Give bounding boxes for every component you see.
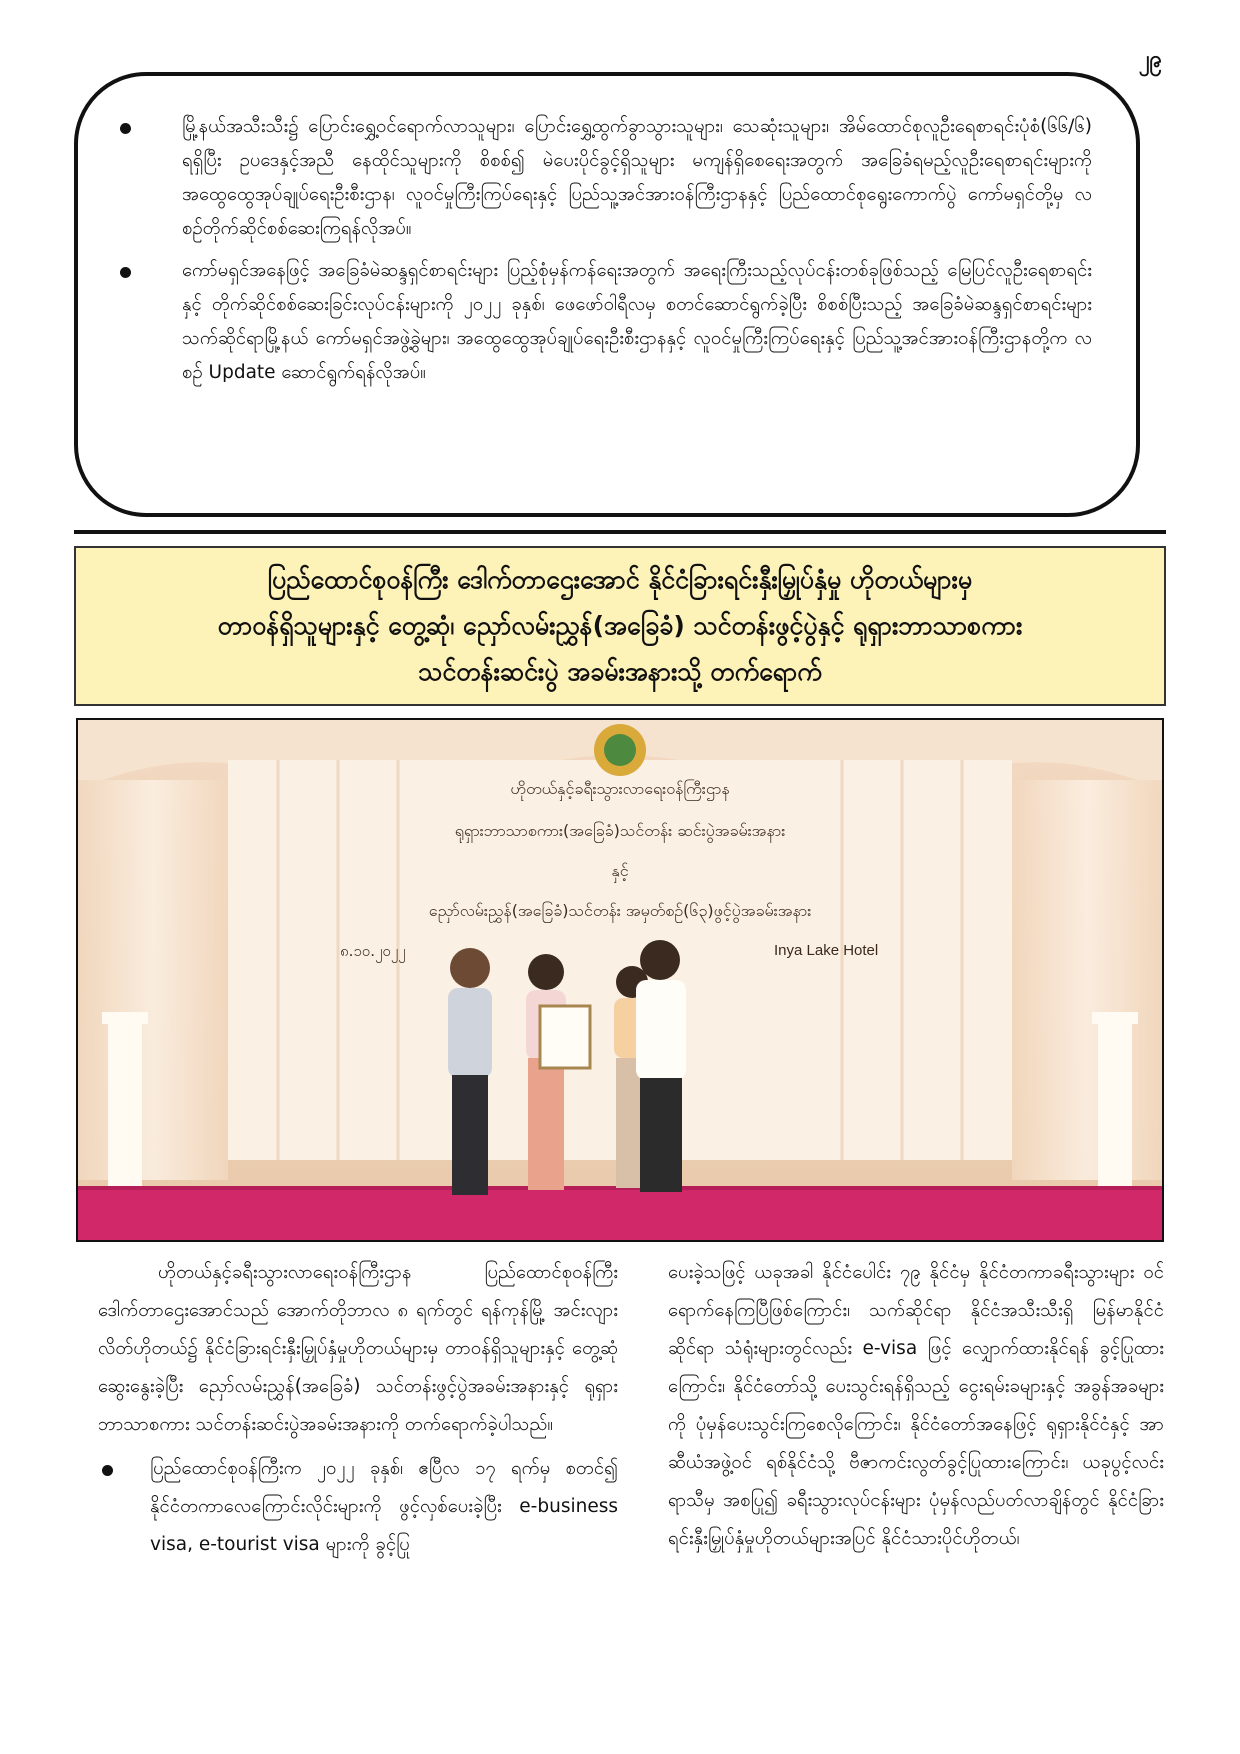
bullet-dot-icon: [120, 123, 131, 134]
article-bullet-text: ပြည်ထောင်စုဝန်ကြီးက ၂၀၂၂ ခုနှစ်၊ ဧပြီလ ၁၇ ရက်မှ စတင်၍ နိုင်ငံတကာလေကြောင်းလိုင်းများကို ဖွင့်လှစ်ပေးခဲ့ပြီး e-business visa, e-tourist visa များကို ခွင့်ပြု: [150, 1458, 618, 1555]
summary-bullet: [112, 254, 1092, 390]
section-divider: [74, 530, 1166, 534]
headline-line: သင်တန်းဆင်းပွဲ အခမ်းအနားသို့ တက်ရောက်: [418, 657, 822, 686]
article-paragraph: ဟိုတယ်နှင့်ခရီးသွားလာရေးဝန်ကြီးဌာန ပြည်ထောင်စုဝန်ကြီး ဒေါက်တာဌေးအောင်သည် အောက်တိုဘာလ ၈ ရက်တွင် ရန်ကုန်မြို့ အင်းလျားလိတ်ဟိုတယ်၌ နိုင်ငံခြားရင်းနှီးမြှုပ်နှံမှုဟိုတယ်များမှ တာဝန်ရှိသူများနှင့် တွေ့ဆုံဆွေးနွေးခဲ့ပြီး ညှော်လမ်းညွှန်(အခြေခံ) သင်တန်းဖွင့်ပွဲအခမ်းအနားနှင့် ရုရှားဘာသာစကား သင်တန်းဆင်းပွဲအခမ်းအနားကို တက်ရောက်ခဲ့ပါသည်။: [98, 1262, 618, 1435]
photo-overlay: [78, 720, 1162, 1240]
banner-line: ဟိုတယ်နှင့်ခရီးသွားလာရေးဝန်ကြီးဌာန: [510, 779, 730, 798]
headline-line: ပြည်ထောင်စုဝန်ကြီး ဒေါက်တာဌေးအောင် နိုင်ငံခြားရင်းနှီးမြှုပ်နှံမှု ဟိုတယ်များမှ: [267, 565, 973, 594]
article-left-column: [98, 1254, 618, 1564]
event-photo: [76, 718, 1164, 1242]
summary-bullet: [112, 110, 1092, 246]
banner-date: ၈.၁၀.၂၀၂၂: [340, 942, 406, 960]
article-paragraph: ပေးခဲ့သဖြင့် ယခုအခါ နိုင်ငံပေါင်း ၇၉ နိုင်ငံမှ နိုင်ငံတကာခရီးသွားများ ဝင်ရောက်နေကြပြီဖြစ်ကြောင်း၊ သက်ဆိုင်ရာ နိုင်ငံအသီးသီးရှိ မြန်မာနိုင်ငံဆိုင်ရာ သံရုံးများတွင်လည်း e-visa ဖြင့် လျှောက်ထားနိုင်ရန် ခွင့်ပြုထားကြောင်း၊ နိုင်ငံတော်သို့ ပေးသွင်းရန်ရှိသည့် ငွေးရမ်းခများနှင့် အခွန်အခများကို ပုံမှန်ပေးသွင်းကြစေလိုကြောင်း၊ နိုင်ငံတော်အနေဖြင့် ရုရှားနိုင်ငံနှင့် အာဆီယံအဖွဲ့ဝင် ရစ်နိုင်ငံသို့ ဗီဇာကင်းလွတ်ခွင့်ပြုထားကြောင်း၊ ယခုပွင့်လင်းရာသီမှ အစပြု၍ ခရီးသွားလုပ်ငန်းများ ပုံမှန်လည်ပတ်လာချိန်တွင် နိုင်ငံခြားရင်းနှီးမြှုပ်နှံမှုဟိုတယ်များအပြင် နိုင်ငံသားပိုင်ဟိုတယ်၊: [668, 1262, 1164, 1549]
headline-box: [74, 546, 1166, 706]
article-bullet: [98, 1450, 618, 1564]
page-number: ၂၉: [1138, 47, 1162, 72]
bullet-dot-icon: [102, 1465, 113, 1476]
bullet-dot-icon: [120, 267, 131, 278]
summary-bullet-text: ကော်မရှင်အနေဖြင့် အခြေခံမဲဆန္ဒရှင်စာရင်းများ ပြည့်စုံမှန်ကန်ရေးအတွက် အရေးကြီးသည့်လုပ်ငန်းတစ်ခုဖြစ်သည့် မြေပြင်လူဦးရေစာရင်းနှင့် တိုက်ဆိုင်စစ်ဆေးခြင်းလုပ်ငန်းများကို ၂၀၂၂ ခုနှစ်၊ ဖေဖော်ဝါရီလမှ စတင်ဆောင်ရွက်ခဲ့ပြီး စိစစ်ပြီးသည့် အခြေခံမဲဆန္ဒရှင်စာရင်းများ သက်ဆိုင်ရာမြို့နယ် ကော်မရှင်အဖွဲ့ခွဲများ၊ အထွေထွေအုပ်ချုပ်ရေးဦးစီးဌာနနှင့် လူဝင်မှုကြီးကြပ်ရေးနှင့် ပြည်သူ့အင်အားဝန်ကြီးဌာနတို့က လစဉ် Update ဆောင်ရွက်ရန်လိုအပ်။: [182, 260, 1092, 383]
summary-box: [74, 72, 1140, 517]
banner-venue: Inya Lake Hotel: [774, 942, 879, 959]
article-right-column: [668, 1254, 1164, 1558]
summary-bullet-text: မြို့နယ်အသီးသီး၌ ပြောင်းရွှေ့ဝင်ရောက်လာသူများ၊ ပြောင်းရွှေ့ထွက်ခွာသွားသူများ၊ သေဆုံးသူများ၊ အိမ်ထောင်စုလူဦးရေစာရင်းပုံစံ(၆၆/၆) ရရှိပြီး ဥပဒေနှင့်အညီ နေထိုင်သူများကို စိစစ်၍ မဲပေးပိုင်ခွင့်ရှိသူများ မကျန်ရှိစေရေးအတွက် အခြေခံရမည့်လူဦးရေစာရင်းများကို အထွေထွေအုပ်ချုပ်ရေးဦးစီးဌာန၊ လူဝင်မှုကြီးကြပ်ရေးနှင့် ပြည်သူ့အင်အားဝန်ကြီးဌာနနှင့် ပြည်ထောင်စုရွေးကောက်ပွဲ ကော်မရှင်တို့မှ လစဉ်တိုက်ဆိုင်စစ်ဆေးကြရန်လိုအပ်။: [182, 116, 1092, 239]
banner-line: ရုရှားဘာသာစကား(အခြေခံ)သင်တန်း ဆင်းပွဲအခမ်းအနား: [454, 821, 786, 840]
banner-line: ညှော်လမ်းညွှန်(အခြေခံ)သင်တန်း အမှတ်စဉ်(၆၃)ဖွင့်ပွဲအခမ်းအနား: [428, 901, 812, 920]
banner-line: နှင့်: [611, 861, 629, 880]
headline-line: တာဝန်ရှိသူများနှင့် တွေ့ဆုံ၊ ညှော်လမ်းညွှန်(အခြေခံ) သင်တန်းဖွင့်ပွဲနှင့် ရုရှားဘာသာစကား: [217, 611, 1023, 640]
